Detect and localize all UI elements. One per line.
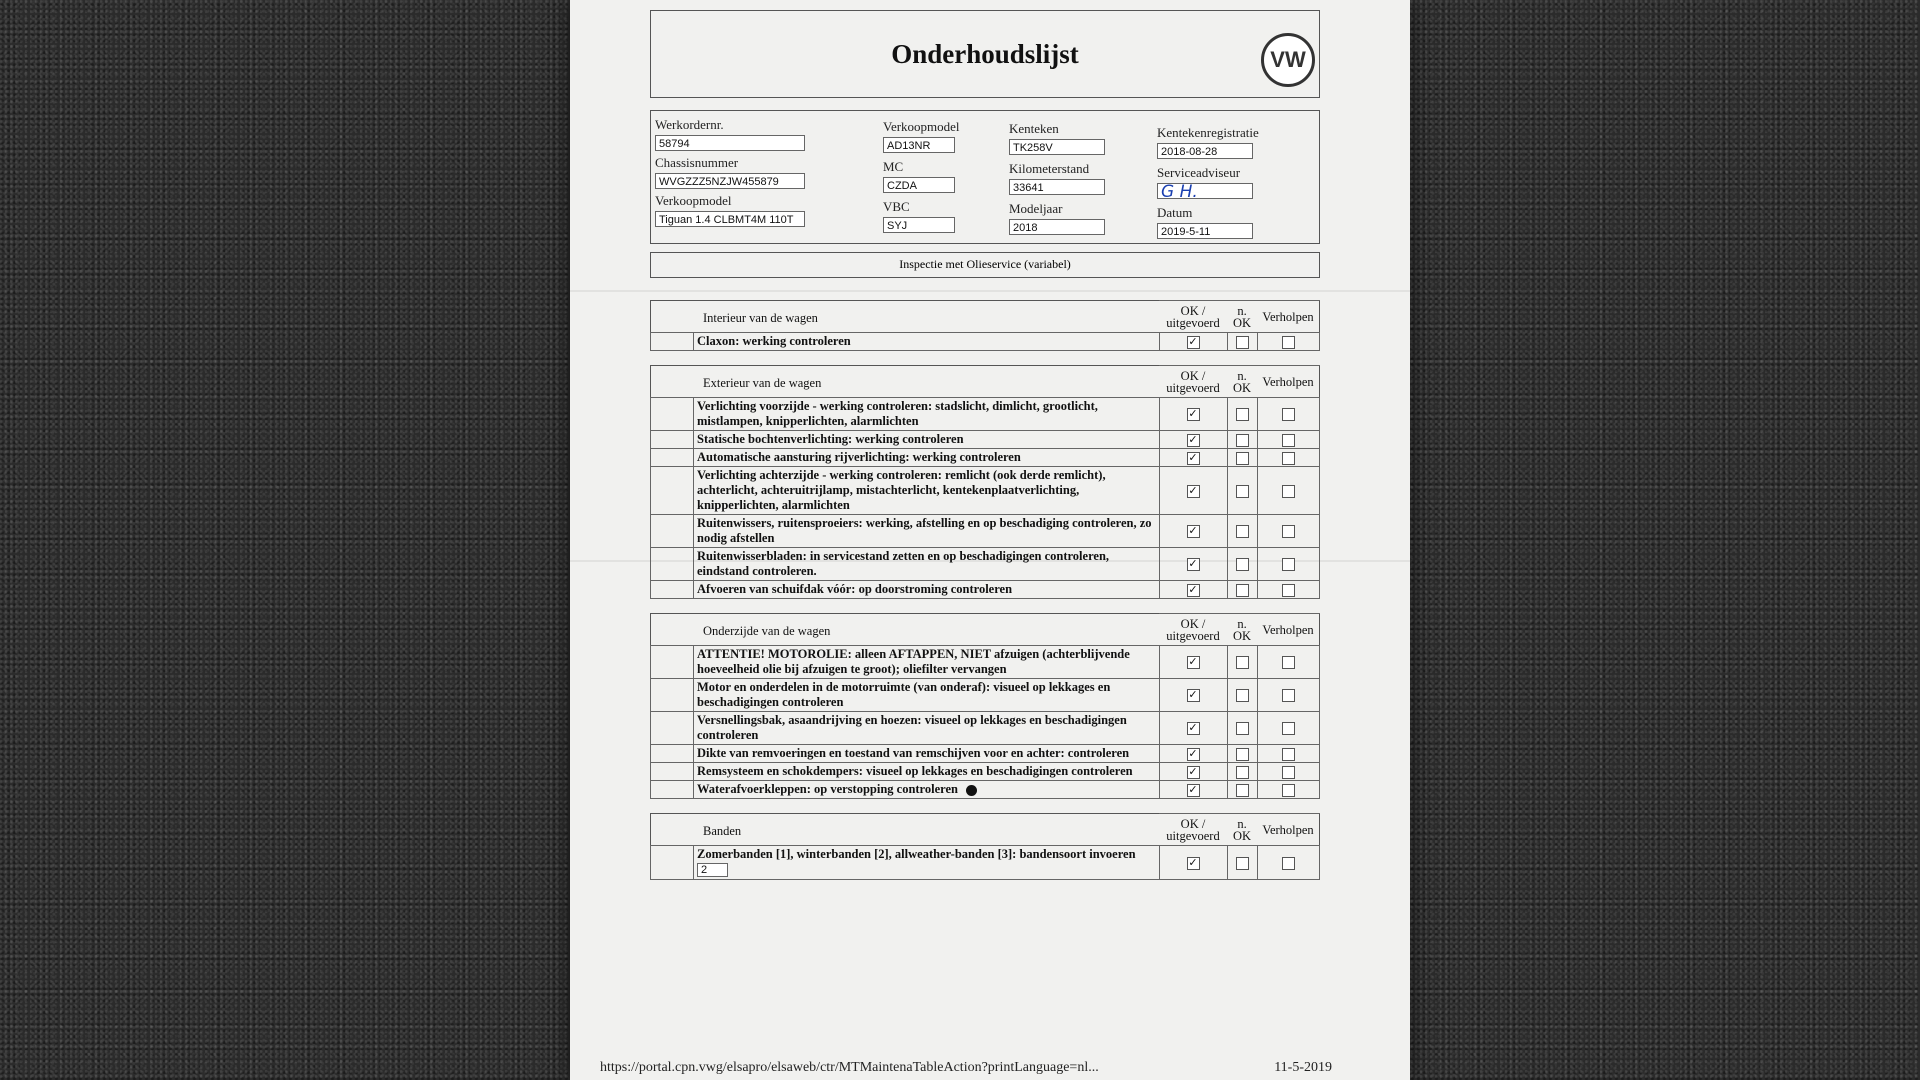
nok-checkbox[interactable] [1236,408,1249,421]
ok-checkbox[interactable]: ✓ [1188,746,1198,760]
nok-checkbox[interactable] [1236,485,1249,498]
ink-dot-icon [966,785,977,796]
ok-cell [1159,467,1227,515]
ok-checkbox[interactable]: ✓ [1188,432,1198,446]
werkorder-field: 58794 [655,135,805,151]
col-nok-header: n. OK [1227,366,1257,398]
sheet-content [600,10,1332,1075]
page-title: Onderhoudslijst [891,39,1079,69]
checklist-row [651,398,1320,431]
ok-cell [1159,781,1227,799]
fixed-cell [1257,745,1320,763]
checklist-item: Dikte van remvoeringen en toestand van remschijven voor en achter: controleren [694,745,1160,763]
checklist-row [651,581,1320,599]
row-lead-cell [651,398,694,431]
col-fixed-header: Verholpen [1257,301,1320,333]
werkorder-label: Werkordernr. [655,117,724,132]
ok-cell [1159,745,1227,763]
nok-checkbox[interactable] [1236,434,1249,447]
nok-checkbox[interactable] [1236,857,1249,870]
verkoopmodel-desc-field: Tiguan 1.4 CLBMT4M 110T [655,211,805,227]
nok-cell [1227,581,1257,599]
row-lead-cell [651,745,694,763]
ok-cell [1159,581,1227,599]
section-title: Interieur van de wagen [703,311,818,325]
nok-cell [1227,333,1257,351]
checklist-section [650,365,1320,599]
vw-logo-icon: VW [1261,33,1315,87]
nok-cell [1227,467,1257,515]
km-field: 33641 [1009,179,1105,195]
checklist-item: Claxon: werking controleren [694,333,1160,351]
ok-checkbox[interactable]: ✓ [1188,688,1198,702]
ok-checkbox[interactable]: ✓ [1188,524,1198,538]
fixed-cell [1257,846,1320,880]
row-lead-cell [651,646,694,679]
nok-checkbox[interactable] [1236,452,1249,465]
ok-cell [1159,763,1227,781]
fixed-checkbox[interactable] [1282,857,1295,870]
checklist-item: Motor en onderdelen in de motorruimte (van onderaf): visueel op lekkages en beschadigingen controleren [694,679,1160,712]
nok-checkbox[interactable] [1236,722,1249,735]
fixed-checkbox[interactable] [1282,558,1295,571]
checklist-row [651,333,1320,351]
inspection-type: Inspectie met Olieservice (variabel) [650,252,1320,278]
checklist-row [651,431,1320,449]
fixed-cell [1257,712,1320,745]
checklist-row [651,763,1320,781]
ok-checkbox[interactable]: ✓ [1188,450,1198,464]
row-lead-cell [651,712,694,745]
row-lead-cell [651,467,694,515]
fixed-checkbox[interactable] [1282,485,1295,498]
ok-cell [1159,712,1227,745]
fixed-checkbox[interactable] [1282,722,1295,735]
section-title: Exterieur van de wagen [703,376,822,390]
checklist-item: Verlichting voorzijde - werking controleren: stadslicht, dimlicht, grootlicht, mistlampen, knipperlichten, alarmlichten [694,398,1160,431]
ok-cell [1159,548,1227,581]
vbc-label: VBC [883,199,910,214]
nok-cell [1227,781,1257,799]
row-lead-cell [651,781,694,799]
row-lead-cell [651,333,694,351]
nok-checkbox[interactable] [1236,558,1249,571]
verkoopmodel-code-field: AD13NR [883,137,955,153]
checklist-row [651,467,1320,515]
ok-cell [1159,679,1227,712]
fixed-cell [1257,781,1320,799]
fixed-checkbox[interactable] [1282,766,1295,779]
checklist-item: ATTENTIE! MOTOROLIE: alleen AFTAPPEN, NIET afzuigen (achterblijvende hoeveelheid olie bij afzuigen te groot); oliefilter vervangen [694,646,1160,679]
checklist-section [650,813,1320,880]
col-ok-header: OK / uitgevoerd [1159,614,1227,646]
row-lead-cell [651,846,694,880]
adviseur-label: Serviceadviseur [1157,165,1241,180]
kentekenreg-field: 2018-08-28 [1157,143,1253,159]
chassis-field: WVGZZZ5NZJW455879 [655,173,805,189]
section-title: Banden [703,824,742,838]
nok-checkbox[interactable] [1236,525,1249,538]
checklist-section [650,613,1320,799]
fixed-cell [1257,763,1320,781]
fixed-cell [1257,646,1320,679]
ok-checkbox[interactable]: ✓ [1188,764,1198,778]
footer-date: 11-5-2019 [1274,1060,1332,1075]
fixed-cell [1257,398,1320,431]
checklist-item: Verlichting achterzijde - werking controleren: remlicht (ook derde remlicht), achterlicht, achteruitrijlamp, mistachterlicht, kentekenplaatverlichting, knipperlichten, alarmlichten [694,467,1160,515]
ok-cell [1159,333,1227,351]
col-nok-header: n. OK [1227,814,1257,846]
nok-checkbox[interactable] [1236,584,1249,597]
nok-cell [1227,846,1257,880]
checklist-row [651,712,1320,745]
col-ok-header: OK / uitgevoerd [1159,814,1227,846]
datum-field: 2019-5-11 [1157,223,1253,239]
nok-checkbox[interactable] [1236,336,1249,349]
col-nok-header: n. OK [1227,614,1257,646]
checklist-row [651,846,1320,880]
verkoopmodel-code-label: Verkoopmodel [883,119,960,134]
checklist-item: Waterafvoerkleppen: op verstopping controleren [694,781,1160,799]
checklist-item: Versnellingsbak, asaandrijving en hoezen: visueel op lekkages en beschadigingen controleren [694,712,1160,745]
checklist-item: Ruitenwisserbladen: in servicestand zetten en op beschadigingen controleren, eindstand controleren. [694,548,1160,581]
fixed-cell [1257,449,1320,467]
nok-cell [1227,515,1257,548]
kenteken-field: TK258V [1009,139,1105,155]
checklist-row [651,548,1320,581]
ok-cell [1159,515,1227,548]
checklist-row [651,745,1320,763]
fixed-cell [1257,548,1320,581]
fixed-checkbox[interactable] [1282,689,1295,702]
fixed-cell [1257,431,1320,449]
nok-cell [1227,646,1257,679]
modeljaar-field: 2018 [1009,219,1105,235]
mc-field: CZDA [883,177,955,193]
checklist-sections [650,300,1320,880]
col-fixed-header: Verholpen [1257,614,1320,646]
ok-cell [1159,646,1227,679]
kentekenreg-label: Kentekenregistratie [1157,125,1259,140]
vbc-field: SYJ [883,217,955,233]
title-box [650,10,1320,98]
col-nok-header: n. OK [1227,301,1257,333]
col-ok-header: OK / uitgevoerd [1159,301,1227,333]
checklist-row [651,679,1320,712]
checklist-row [651,781,1320,799]
fixed-checkbox[interactable] [1282,584,1295,597]
chassis-label: Chassisnummer [655,155,739,170]
ok-cell [1159,398,1227,431]
modeljaar-label: Modeljaar [1009,201,1063,216]
fixed-checkbox[interactable] [1282,408,1295,421]
fixed-checkbox[interactable] [1282,784,1295,797]
fixed-checkbox[interactable] [1282,336,1295,349]
checklist-row [651,646,1320,679]
ok-checkbox[interactable]: ✓ [1188,721,1198,735]
nok-cell [1227,745,1257,763]
nok-checkbox[interactable] [1236,748,1249,761]
col-ok-header: OK / uitgevoerd [1159,366,1227,398]
ok-checkbox[interactable]: ✓ [1188,483,1198,497]
checklist-item: Ruitenwissers, ruitensproeiers: werking, afstelling en op beschadiging controleren, zo nodig afstellen [694,515,1160,548]
nok-cell [1227,763,1257,781]
fixed-checkbox[interactable] [1282,452,1295,465]
nok-cell [1227,548,1257,581]
checklist-item: Remsysteem en schokdempers: visueel op lekkages en beschadigingen controleren [694,763,1160,781]
fixed-checkbox[interactable] [1282,748,1295,761]
row-lead-cell [651,431,694,449]
fixed-checkbox[interactable] [1282,525,1295,538]
nok-cell [1227,712,1257,745]
fixed-cell [1257,467,1320,515]
nok-checkbox[interactable] [1236,689,1249,702]
fixed-cell [1257,333,1320,351]
maintenance-sheet [570,0,1410,1080]
kenteken-label: Kenteken [1009,121,1059,136]
col-fixed-header: Verholpen [1257,366,1320,398]
nok-cell [1227,398,1257,431]
adviseur-field: G H. [1157,183,1253,199]
checklist-row [651,515,1320,548]
ok-checkbox[interactable]: ✓ [1188,582,1198,596]
ok-checkbox[interactable]: ✓ [1188,655,1198,669]
checklist-item: Afvoeren van schuifdak vóór: op doorstroming controleren [694,581,1160,599]
nok-checkbox[interactable] [1236,656,1249,669]
row-lead-cell [651,679,694,712]
fixed-checkbox[interactable] [1282,434,1295,447]
nok-checkbox[interactable] [1236,784,1249,797]
footer-url: https://portal.cpn.vwg/elsapro/elsaweb/ctr/MTMaintenaTableAction?printLanguage=nl... [600,1060,1099,1075]
ok-cell [1159,431,1227,449]
checklist-item: Zomerbanden [1], winterbanden [2], allweather-banden [3]: bandensoort invoeren 2 [694,846,1160,880]
checklist-row [651,449,1320,467]
ok-checkbox[interactable]: ✓ [1188,407,1198,421]
ok-checkbox[interactable]: ✓ [1188,782,1198,796]
datum-label: Datum [1157,205,1193,220]
nok-cell [1227,679,1257,712]
ok-checkbox[interactable]: ✓ [1188,855,1198,869]
row-lead-cell [651,449,694,467]
ok-checkbox[interactable]: ✓ [1188,334,1198,348]
row-lead-cell [651,515,694,548]
row-lead-cell [651,763,694,781]
vehicle-info-box [650,110,1320,244]
fixed-cell [1257,515,1320,548]
tyre-type-field[interactable]: 2 [697,863,728,877]
nok-cell [1227,449,1257,467]
ok-cell [1159,846,1227,880]
ok-cell [1159,449,1227,467]
checklist-item: Statische bochtenverlichting: werking controleren [694,431,1160,449]
fixed-cell [1257,679,1320,712]
mc-label: MC [883,159,904,174]
fixed-checkbox[interactable] [1282,656,1295,669]
row-lead-cell [651,581,694,599]
section-title: Onderzijde van de wagen [703,624,831,638]
checklist-section [650,300,1320,351]
row-lead-cell [651,548,694,581]
verkoopmodel-label: Verkoopmodel [655,193,732,208]
fixed-cell [1257,581,1320,599]
km-label: Kilometerstand [1009,161,1090,176]
nok-cell [1227,431,1257,449]
ok-checkbox[interactable]: ✓ [1188,557,1198,571]
col-fixed-header: Verholpen [1257,814,1320,846]
checklist-item: Automatische aansturing rijverlichting: werking controleren [694,449,1160,467]
nok-checkbox[interactable] [1236,766,1249,779]
